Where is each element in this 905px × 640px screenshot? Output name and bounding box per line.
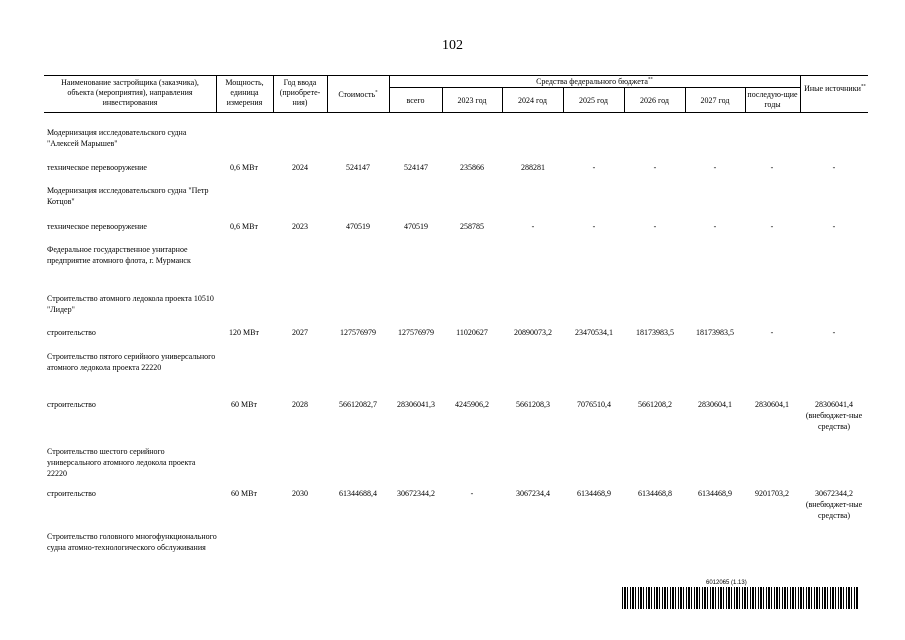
col-divider [327,75,328,112]
group-title: Строительство атомного ледокола проекта 10510 "Лидер" [47,294,214,314]
row-other: 28306041,4 [815,400,853,409]
row-year: 2023 [292,222,308,231]
header-top-rule [44,75,868,76]
header-other [802,84,868,94]
row-year: 2028 [292,400,308,409]
row-name: строительство [47,400,96,409]
row-later: - [770,328,774,337]
row-other-note: (внебюджет-ные средства) [805,411,863,431]
row-2025: - [592,222,596,231]
group-title: Строительство шестого серийного универсального атомного ледокола проекта 22220 [47,447,196,478]
row-2024: 20890073,2 [514,328,552,337]
row-other-note: (внебюджет-ные средства) [805,500,863,520]
row-name: строительство [47,328,96,337]
row-2023: 4245906,2 [455,400,489,409]
header-cost-label: Стоимость [338,90,376,99]
col-divider [273,75,274,112]
row-2027: - [713,163,717,172]
col-divider [745,87,746,112]
row-capacity: 60 МВт [231,489,257,498]
row-later: - [770,163,774,172]
row-2026: - [653,163,657,172]
header-cost [329,90,387,100]
col-divider [389,75,390,112]
row-2026: 6134468,8 [638,489,672,498]
row-2023: 258785 [460,222,484,231]
header-2026: 2026 год [640,96,669,105]
header-federal-group [391,77,798,87]
row-cost: 56612082,7 [339,400,377,409]
row-2027: 2830604,1 [698,400,732,409]
row-2026: - [653,222,657,231]
barcode-icon [622,587,858,609]
row-later: - [770,222,774,231]
row-total: 524147 [404,163,428,172]
header-2027: 2027 год [700,96,730,105]
header-2023: 2023 год [457,96,487,105]
header-year: Год ввода (приобрете-ния) [279,78,321,107]
header-capacity: Мощность, единица измерения [225,78,264,107]
row-2025: 23470534,1 [575,328,613,337]
row-cost: 470519 [346,222,370,231]
header-2024: 2024 год [518,96,547,105]
row-year: 2027 [292,328,308,337]
row-cost: 524147 [346,163,370,172]
col-divider [800,75,801,112]
row-2025: 6134468,9 [577,489,611,498]
row-later: 2830604,1 [755,400,789,409]
row-capacity: 120 МВт [229,328,259,337]
row-other: 30672344,2 [815,489,853,498]
header-name: Наименование застройщика (заказчика), объекта (мероприятия), направления инвестирования [61,78,199,107]
header-total: всего [406,96,425,105]
header-later: последую-щие годы [747,90,798,109]
row-2024: 5661208,3 [516,400,550,409]
col-divider [502,87,503,112]
row-other: - [832,163,836,172]
row-2025: 7076510,4 [577,400,611,409]
footnote-mark: ** [647,77,653,83]
federal-group-rule [389,87,800,88]
header-federal-label: Средства федерального бюджета [536,77,648,86]
row-year: 2024 [292,163,308,172]
row-2024: 288281 [521,163,545,172]
header-other-label: Иные источники [804,84,861,93]
row-total: 470519 [404,222,428,231]
row-2027: 6134468,9 [698,489,732,498]
row-2026: 5661208,2 [638,400,672,409]
row-2023: 235866 [460,163,484,172]
row-2025: - [592,163,596,172]
footnote-mark: * [375,90,378,96]
row-year: 2030 [292,489,308,498]
row-other: - [832,222,836,231]
page-number: 102 [442,38,463,53]
row-2024: 3067234,4 [516,489,550,498]
col-divider [563,87,564,112]
row-total: 127576979 [398,328,434,337]
footnote-mark: ** [860,84,866,90]
row-name: техническое перевооружение [47,163,147,172]
barcode-number: 6012065 (1.13) [706,580,747,586]
col-divider [685,87,686,112]
row-2023: 11020627 [456,328,488,337]
group-title: Модернизация исследовательского судна "Петр Котцов" [47,186,209,206]
row-2026: 18173983,5 [636,328,674,337]
group-title: Строительство головного многофункционального судна атомно-технологического обслуживания [47,532,217,552]
group-title: Строительство пятого серийного универсального атомного ледокола проекта 22220 [47,352,216,372]
row-capacity: 0,6 МВт [230,222,258,231]
header-bottom-rule [44,112,868,113]
row-capacity: 60 МВт [231,400,257,409]
row-other: - [832,328,836,337]
row-later: 9201703,2 [755,489,789,498]
row-total: 30672344,2 [397,489,435,498]
row-2027: 18173983,5 [696,328,734,337]
row-2023: - [470,489,474,498]
group-title: Модернизация исследовательского судна "Алексей Марышев" [47,128,187,148]
header-2025: 2025 год [579,96,608,105]
col-divider [624,87,625,112]
row-name: техническое перевооружение [47,222,147,231]
row-cost: 127576979 [340,328,376,337]
group-title: Федеральное государственное унитарное предприятие атомного флота, г. Мурманск [47,245,191,265]
row-cost: 61344688,4 [339,489,377,498]
col-divider [216,75,217,112]
row-capacity: 0,6 МВт [230,163,258,172]
row-2027: - [713,222,717,231]
row-2024: - [531,222,535,231]
col-divider [442,87,443,112]
row-total: 28306041,3 [397,400,435,409]
row-name: строительство [47,489,96,498]
